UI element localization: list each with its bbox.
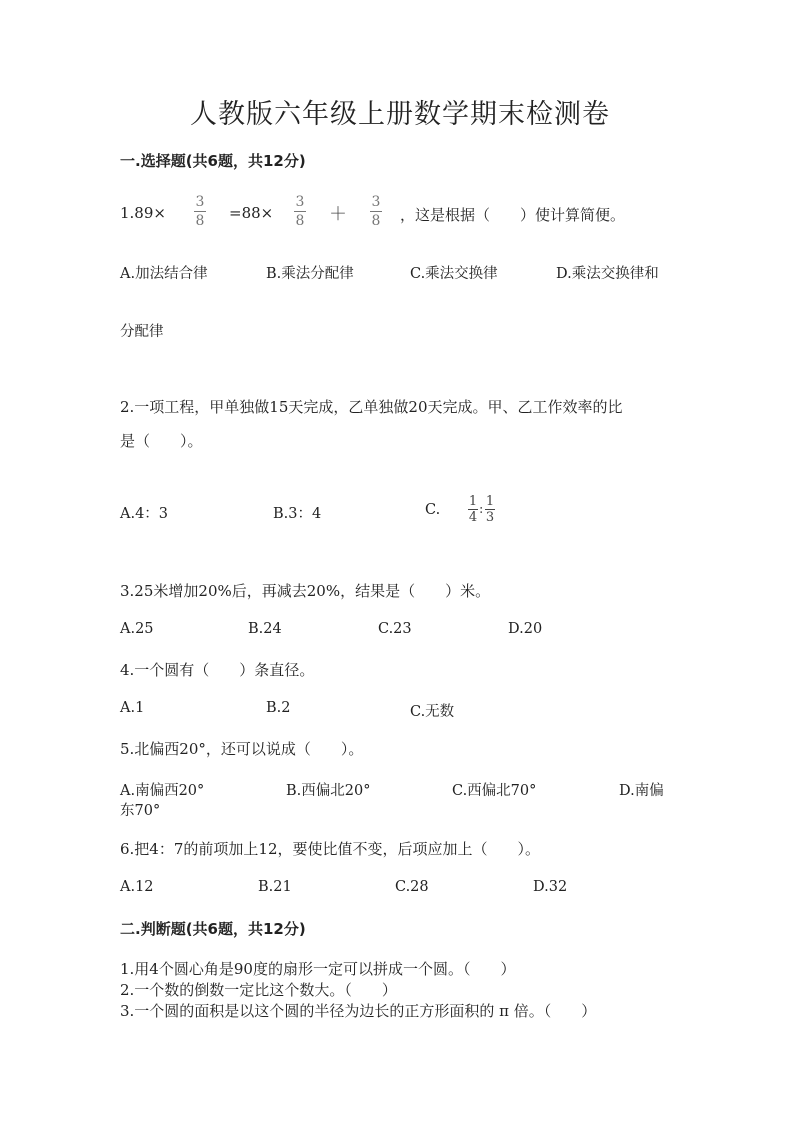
q5-option-c[interactable]: C.西偏北70°: [452, 783, 537, 799]
fraction-denominator: 3: [485, 510, 495, 525]
q1-option-d-continued: 分配律: [120, 324, 164, 340]
fraction-numerator: 3: [295, 194, 305, 210]
q1-option-b[interactable]: B.乘法分配律: [266, 266, 354, 282]
q4-option-b[interactable]: B.2: [266, 700, 291, 716]
judgement-item-1: 1.用4个圆心角是90度的扇形一定可以拼成一个圆。（ ）: [120, 960, 516, 978]
section-heading-choice: 一.选择题(共6题，共12分): [120, 152, 306, 170]
q1-fraction-3: [368, 194, 384, 229]
q3-option-d[interactable]: D.20: [508, 621, 543, 637]
q2-text-line1: 2.一项工程，甲单独做15天完成，乙单独做20天完成。甲、乙工作效率的比: [120, 398, 623, 416]
q6-option-b[interactable]: B.21: [258, 879, 292, 895]
fraction-numerator: 3: [371, 194, 381, 210]
fraction-denominator: 8: [371, 213, 381, 229]
q6-option-d[interactable]: D.32: [533, 879, 568, 895]
fraction-numerator: 1: [468, 494, 478, 509]
q5-option-d[interactable]: D.南偏: [619, 783, 664, 799]
fraction-denominator: 8: [295, 213, 305, 229]
q3-text: 3.25米增加20%后，再减去20%，结果是（ ）米。: [120, 582, 491, 600]
fraction-denominator: 4: [468, 510, 478, 525]
q5-option-d-continued: 东70°: [120, 803, 161, 819]
fraction-numerator: 1: [485, 494, 495, 509]
q1-plus: ＋: [329, 204, 347, 225]
q1-option-a[interactable]: A.加法结合律: [120, 266, 208, 282]
q1-suffix: ，这是根据（ ）使计算简便。: [400, 206, 626, 224]
q3-option-a[interactable]: A.25: [120, 621, 154, 637]
q6-text: 6.把4：7的前项加上12，要使比值不变，后项应加上（ ）。: [120, 840, 540, 858]
q2-option-c-fraction-a: [467, 494, 479, 525]
q2-option-c[interactable]: C.: [425, 502, 441, 518]
page-title: 人教版六年级上册数学期末检测卷: [190, 99, 610, 130]
q2-option-c-fraction-b: [484, 494, 496, 525]
q2-option-a[interactable]: A.4：3: [120, 506, 169, 522]
q4-option-a[interactable]: A.1: [120, 700, 145, 716]
q1-fraction-2: [292, 194, 308, 229]
q6-option-a[interactable]: A.12: [120, 879, 154, 895]
q5-option-a[interactable]: A.南偏西20°: [120, 783, 205, 799]
judgement-item-2: 2.一个数的倒数一定比这个数大。（ ）: [120, 981, 397, 999]
fraction-numerator: 3: [195, 194, 205, 210]
fraction-denominator: 8: [195, 213, 205, 229]
q3-option-c[interactable]: C.23: [378, 621, 412, 637]
q2-option-b[interactable]: B.3：4: [273, 506, 322, 522]
q1-option-c[interactable]: C.乘法交换律: [410, 266, 498, 282]
q5-text: 5.北偏西20°，还可以说成（ ）。: [120, 740, 364, 758]
q6-option-c[interactable]: C.28: [395, 879, 429, 895]
q2-ratio-colon: :: [479, 502, 484, 517]
section-heading-judgement: 二.判断题(共6题，共12分): [120, 920, 306, 938]
q2-text-line2: 是（ ）。: [120, 432, 203, 450]
q4-option-c[interactable]: C.无数: [410, 704, 455, 720]
q1-fraction-1: [192, 194, 208, 229]
judgement-item-3: 3.一个圆的面积是以这个圆的半径为边长的正方形面积的 π 倍。（ ）: [120, 1002, 597, 1020]
q3-option-b[interactable]: B.24: [248, 621, 282, 637]
q4-text: 4.一个圆有（ ）条直径。: [120, 661, 315, 679]
q1-equals: =88×: [229, 204, 274, 222]
q1-option-d[interactable]: D.乘法交换律和: [556, 266, 659, 282]
q1-prefix: 1.89×: [120, 204, 166, 222]
q5-option-b[interactable]: B.西偏北20°: [286, 783, 371, 799]
